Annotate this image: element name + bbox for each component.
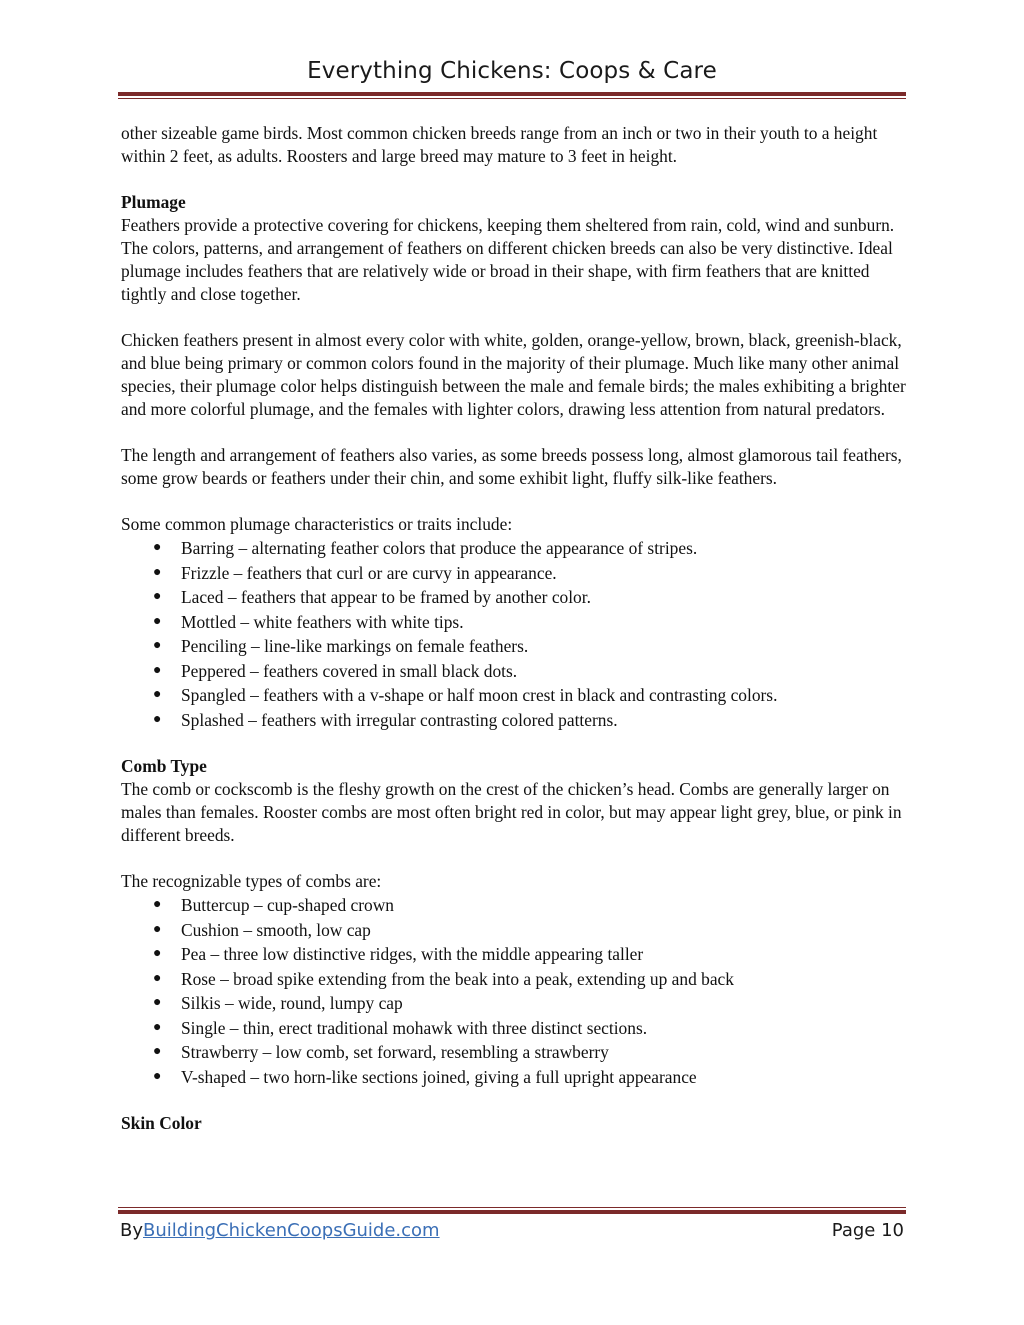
footer-by-label: By: [120, 1220, 144, 1241]
list-item: ● V-shaped – two horn-like sections joined, giving a full upright appearance: [121, 1065, 911, 1090]
list-item: ● Peppered – feathers covered in small black dots.: [121, 659, 911, 684]
bullet-icon: ●: [153, 921, 162, 937]
bullet-icon: ●: [153, 970, 162, 986]
plumage-paragraph-1: Feathers provide a protective covering for chickens, keeping them sheltered from rain, cold, wind and sunburn. The colors, patterns, and arrangement of feathers on different chicken breeds can also be very distinctive. Ideal plumage includes feathers that are relatively wide or broad in their shape, with firm feathers that are knitted tightly and close together.: [121, 215, 895, 304]
comb-types-list: [121, 893, 911, 1089]
bullet-icon: ●: [153, 995, 162, 1010]
list-item: ● Pea – three low distinctive ridges, with the middle appearing taller: [121, 942, 911, 967]
list-item: ● Strawberry – low comb, set forward, resembling a strawberry: [121, 1040, 911, 1065]
bullet-icon: ●: [153, 897, 162, 912]
page-body: [121, 122, 911, 1135]
page-number: Page 10: [831, 1220, 904, 1241]
plumage-paragraph-3: The length and arrangement of feathers also varies, as some breeds possess long, almost glamorous tail feathers, some grow beards or feathers under their chin, and some exhibit light, fluffy silk-like feathers.: [121, 445, 902, 488]
bullet-icon: ●: [153, 711, 162, 727]
page-footer: [120, 1220, 904, 1241]
list-item: ● Splashed – feathers with irregular contrasting colored patterns.: [121, 708, 911, 733]
bullet-icon: ●: [153, 589, 162, 604]
comb-heading: Comb Type: [121, 756, 207, 776]
list-item: ● Rose – broad spike extending from the beak into a peak, extending up and back: [121, 967, 911, 992]
list-item: ● Single – thin, erect traditional mohawk with three distinct sections.: [121, 1016, 911, 1041]
bullet-icon: ●: [153, 1019, 162, 1035]
plumage-list-intro: Some common plumage characteristics or traits include:: [121, 514, 513, 534]
list-item: ● Frizzle – feathers that curl or are curvy in appearance.: [121, 561, 911, 586]
bullet-icon: ●: [153, 946, 162, 961]
list-item: ● Spangled – feathers with a v-shape or half moon crest in black and contrasting colors.: [121, 683, 911, 708]
bullet-icon: ●: [153, 613, 162, 629]
comb-list-intro: The recognizable types of combs are:: [121, 871, 382, 891]
list-item: ● Penciling – line-like markings on female feathers.: [121, 634, 911, 659]
document-title: Everything Chickens: Coops & Care: [307, 58, 717, 84]
bullet-icon: ●: [153, 687, 162, 702]
plumage-paragraph-2: Chicken feathers present in almost every color with white, golden, orange-yellow, brown, black, greenish-black, and blue being primary or common colors found in the majority of their plumage. Much like many other animal species, their plumage color helps distinguish between the male and female birds; the males exhibiting a brighter and more colorful plumage, and the females with lighter colors, drawing less attention from natural predators.: [121, 330, 906, 419]
bullet-icon: ●: [153, 1068, 162, 1084]
plumage-heading: Plumage: [121, 192, 186, 212]
skin-color-heading: Skin Color: [121, 1113, 202, 1133]
list-item: ● Silkis – wide, round, lumpy cap: [121, 991, 911, 1016]
footer-rule: [118, 1207, 906, 1214]
plumage-traits-list: [121, 536, 911, 732]
list-item: ● Laced – feathers that appear to be framed by another color.: [121, 585, 911, 610]
bullet-icon: ●: [153, 638, 162, 653]
footer-website-link[interactable]: BuildingChickenCoopsGuide.com: [143, 1220, 440, 1241]
list-item: ● Buttercup – cup-shaped crown: [121, 893, 911, 918]
bullet-icon: ●: [153, 1044, 162, 1059]
intro-paragraph: other sizeable game birds. Most common chicken breeds range from an inch or two in their youth to a height within 2 feet, as adults. Roosters and large breed may mature to 3 feet in height.: [121, 123, 878, 166]
header-rule: [118, 92, 906, 99]
list-item: ● Mottled – white feathers with white tips.: [121, 610, 911, 635]
bullet-icon: ●: [153, 540, 162, 555]
list-item: ● Cushion – smooth, low cap: [121, 918, 911, 943]
list-item: ● Barring – alternating feather colors that produce the appearance of stripes.: [121, 536, 911, 561]
bullet-icon: ●: [153, 564, 162, 580]
comb-paragraph: The comb or cockscomb is the fleshy growth on the crest of the chicken’s head. Combs are generally larger on males than females. Rooster combs are most often bright red in color, but may appear light grey, blue, or pink in different breeds.: [121, 779, 902, 845]
bullet-icon: ●: [153, 662, 162, 678]
